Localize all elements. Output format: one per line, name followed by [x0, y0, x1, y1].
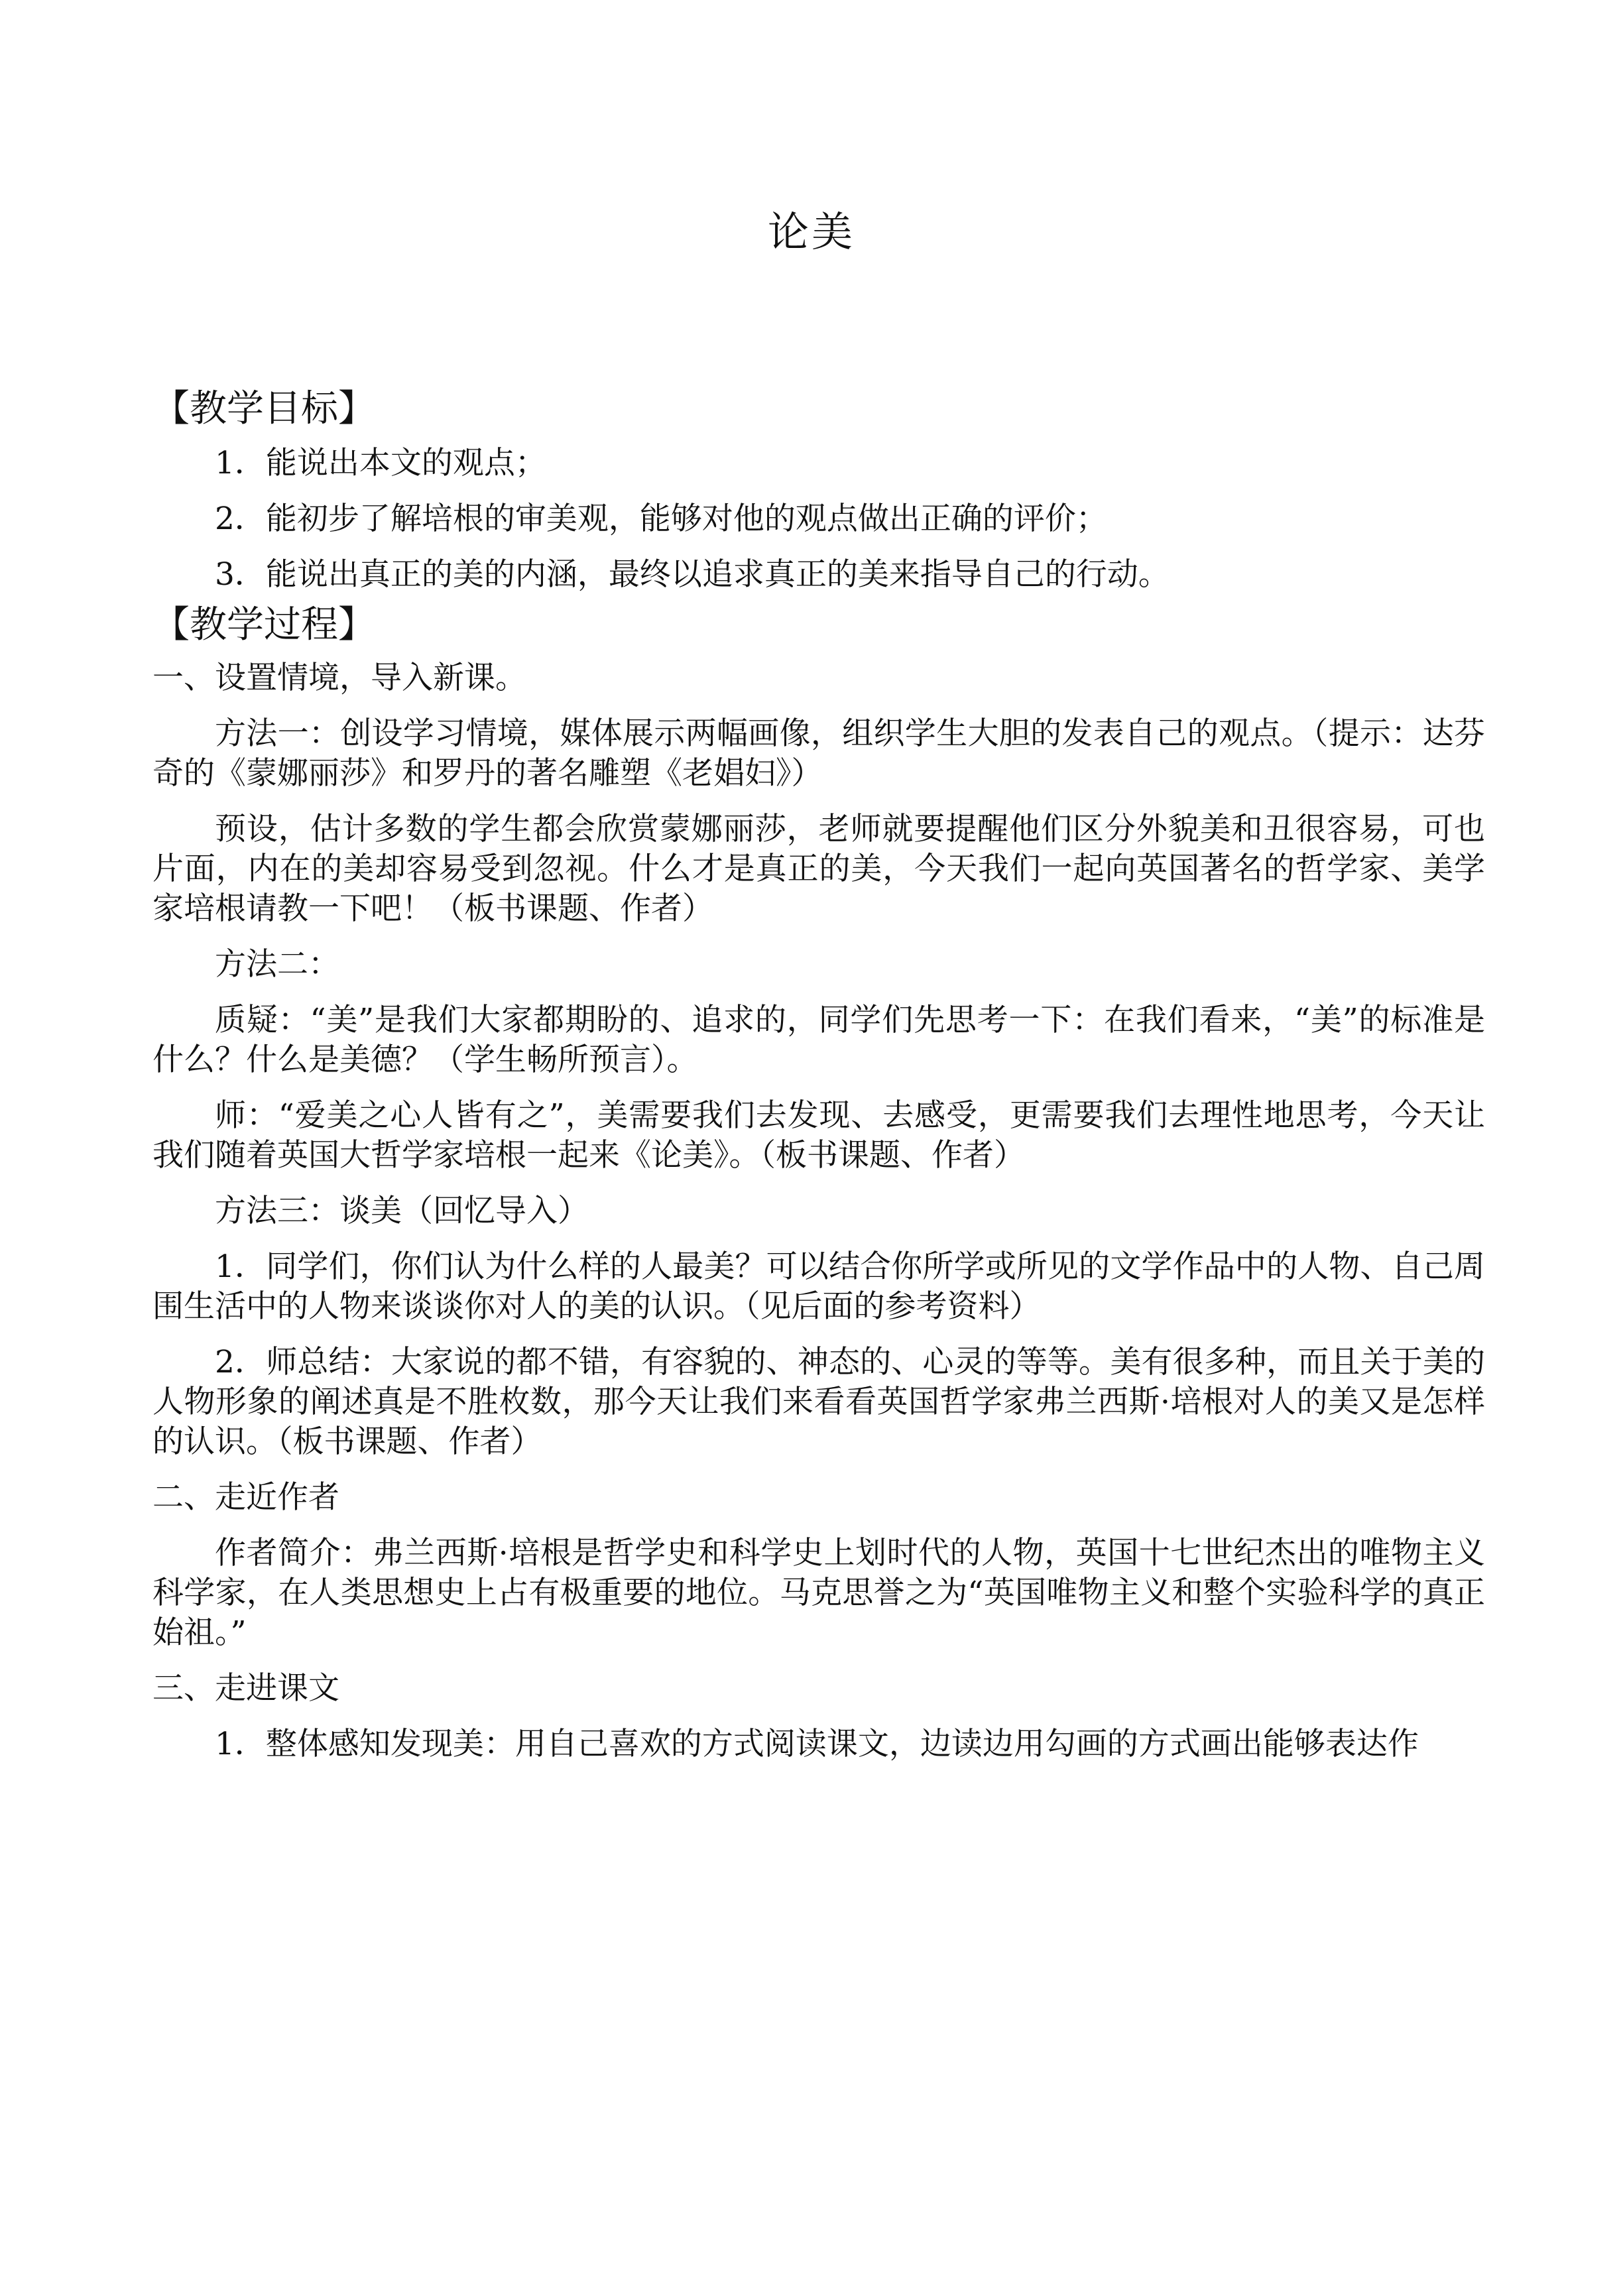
section-3-title: 三、走进课文	[152, 1670, 339, 1707]
process-heading: 【教学过程】	[152, 603, 375, 646]
section-3-item-1: 1．整体感知发现美：用自己喜欢的方式阅读课文，边读边用勾画的方式画出能够表达作	[215, 1726, 1419, 1762]
document-body	[152, 381, 1485, 1764]
goal-item-1: 1．能说出本文的观点；	[215, 445, 546, 481]
teacher-paragraph: 师：“爱美之心人皆有之”，美需要我们去发现、去感受，更需要我们去理性地思考，今天让我们随着英国大哲学家培根一起来《论美》。（板书课题、作者）	[152, 1097, 1485, 1174]
method-1-paragraph: 方法一：创设学习情境，媒体展示两幅画像，组织学生大胆的发表自己的观点。（提示：达芬奇的《蒙娜丽莎》和罗丹的著名雕塑《老娼妇》）	[152, 715, 1485, 792]
section-1-title: 一、设置情境，导入新课。	[152, 660, 526, 696]
method-3-item-1: 1．同学们，你们认为什么样的人最美？可以结合你所学或所见的文学作品中的人物、自己周围生活中的人物来谈谈你对人的美的认识。（见后面的参考资料）	[152, 1248, 1485, 1325]
goals-heading: 【教学目标】	[152, 387, 375, 430]
author-intro-paragraph: 作者简介：弗兰西斯·培根是哲学史和科学史上划时代的人物，英国十七世纪杰出的唯物主义科学家，在人类思想史上占有极重要的地位。马克思誉之为“英国唯物主义和整个实验科学的真正始祖。”	[152, 1535, 1485, 1651]
goal-item-3: 3．能说出真正的美的内涵，最终以追求真正的美来指导自己的行动。	[215, 556, 1170, 593]
section-2-title: 二、走近作者	[152, 1479, 339, 1516]
goal-item-2: 2．能初步了解培根的审美观，能够对他的观点做出正确的评价；	[215, 501, 1107, 537]
method-2-label: 方法二：	[215, 946, 339, 983]
document-title: 论美	[767, 208, 855, 256]
question-paragraph: 质疑：“美”是我们大家都期盼的、追求的，同学们先思考一下：在我们看来，“美”的标准是什么？什么是美德？（学生畅所预言）。	[152, 1002, 1485, 1078]
method-3-label: 方法三：谈美（回忆导入）	[215, 1193, 589, 1229]
preset-paragraph: 预设，估计多数的学生都会欣赏蒙娜丽莎，老师就要提醒他们区分外貌美和丑很容易，可也片面，内在的美却容易受到忽视。什么才是真正的美，今天我们一起向英国著名的哲学家、美学家培根请教一下吧！（板书课题、作者）	[152, 811, 1485, 927]
method-3-item-2: 2．师总结：大家说的都不错，有容貌的、神态的、心灵的等等。美有很多种，而且关于美的人物形象的阐述真是不胜枚数，那今天让我们来看看英国哲学家弗兰西斯·培根对人的美又是怎样的认识。（板书课题、作者）	[152, 1344, 1485, 1460]
